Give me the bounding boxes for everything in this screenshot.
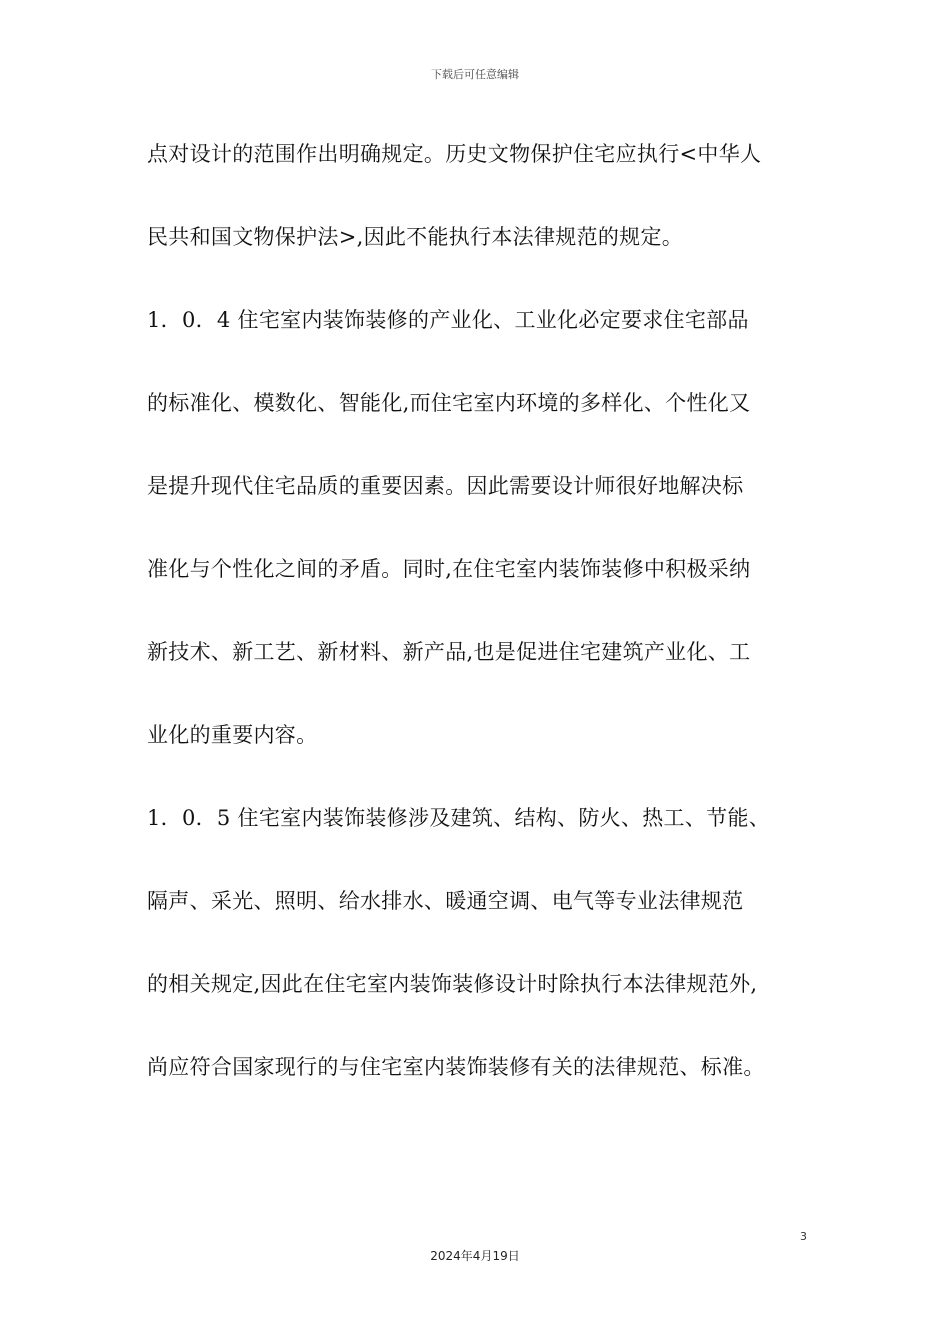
page-number: 3 [800,1230,807,1243]
paragraph-line: 尚应符合国家现行的与住宅室内装饰装修有关的法律规范、标准。 [147,1055,765,1079]
paragraph-line: 1．0．5 住宅室内装饰装修涉及建筑、结构、防火、热工、节能、 [147,806,771,830]
paragraph-line: 隔声、采光、照明、给水排水、暖通空调、电气等专业法律规范 [147,889,744,913]
paragraph-line: 准化与个性化之间的矛盾。同时,在住宅室内装饰装修中积极采纳 [147,557,751,581]
body-text [147,136,827,1132]
footer-date: 2024年4月19日 [430,1249,520,1263]
paragraph-line: 新技术、新工艺、新材料、新产品,也是促进住宅建筑产业化、工 [147,640,751,664]
paragraph-line: 的标准化、模数化、智能化,而住宅室内环境的多样化、个性化又 [147,391,751,415]
paragraph-line: 点对设计的范围作出明确规定。历史文物保护住宅应执行<中华人 [147,142,762,166]
paragraph-line: 民共和国文物保护法>,因此不能执行本法律规范的规定。 [147,225,684,249]
page-header: 下载后可任意编辑 [431,68,519,81]
paragraph-line: 业化的重要内容。 [147,723,318,747]
paragraph-line: 的相关规定,因此在住宅室内装饰装修设计时除执行本法律规范外, [147,972,758,996]
paragraph-line: 是提升现代住宅品质的重要因素。因此需要设计师很好地解决标 [147,474,744,498]
paragraph-line: 1．0．4 住宅室内装饰装修的产业化、工业化必定要求住宅部品 [147,308,749,332]
